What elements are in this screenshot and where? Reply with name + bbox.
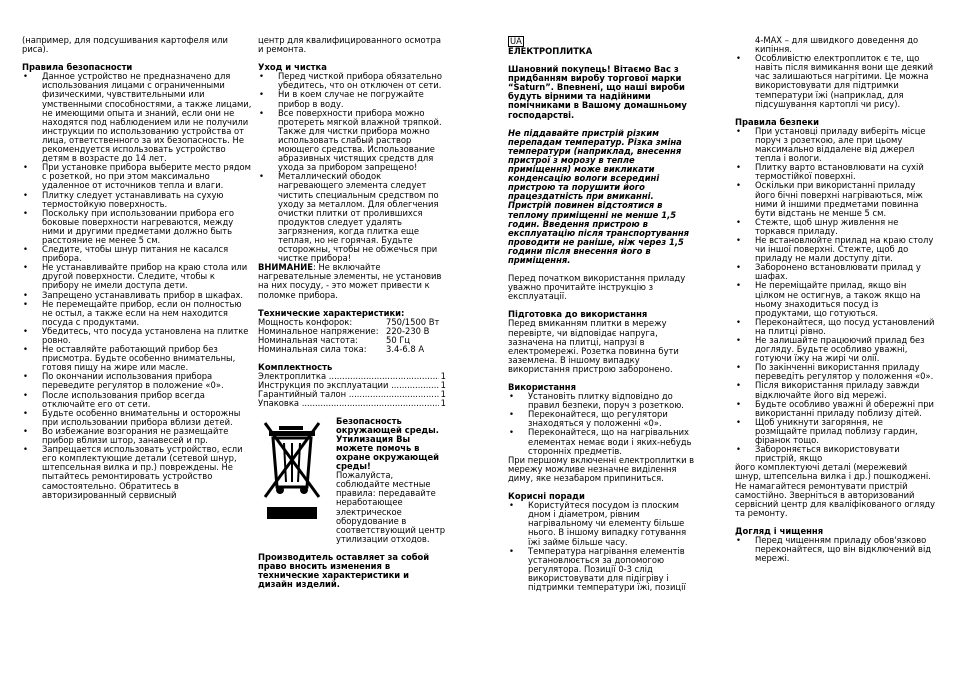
list-item: • По закінченні використання приладу переведіть регулятор у положення «0». <box>735 363 935 381</box>
first-use-text: При першому включенні електроплитки в мережу можливе незначне виділення диму, яке незабаром припиниться. <box>508 454 695 483</box>
continued-text: центр для квалифицированного осмотра и ремонта. <box>258 35 441 55</box>
recycling-heading: Безопасность окружающей среды. Утилизация Вы можете помочь в охране окружающей среды! <box>336 415 440 472</box>
column-ua-1 <box>508 36 696 592</box>
list-item: • Следите, чтобы шнур питания не касался прибора. <box>22 245 252 263</box>
list-item: • Особливістю електроплиток є те, що навіть після вимикання вони ще деякий час залишаються нагрітими. Це можна використовувати для підтримки температури їжі (наприклад, для підсушування картоплі чи рису). <box>735 54 935 109</box>
list-item: • Стежте, щоб шнур живлення не торкався приладу. <box>735 218 935 236</box>
list-item: • Данное устройство не предназначено для использования лицами с ограниченными физическими, чувствительными или умственными способностями, а также лицами, не имеющими опыта и знаний, если они не находятся под наблюдением или не получили инструкции по использованию устройства от лица, ответственного за их безопасность. Не рекомендуется использовать устройство детям в возрасте до 14 лет. <box>22 72 252 163</box>
usage-list <box>508 392 696 456</box>
list-item: • Не встановлюйте прилад на краю столу чи іншої поверхні. Стежте, щоб до приладу не мали доступу діти. <box>735 236 935 263</box>
list-item: • Будьте особенно внимательны и осторожны при использовании прибора вблизи детей. <box>22 409 252 427</box>
attention-text: : Не включайте нагревательные элементы, не установив на них посуду, - это может привести к поломке прибора. <box>258 262 442 300</box>
preparation-heading: Підготовка до використання <box>508 309 648 320</box>
column-ru-2 <box>258 36 446 589</box>
safety-heading: Правила безопасности <box>22 62 133 73</box>
package-row <box>258 372 446 381</box>
spec-name: Номинальная сила тока: <box>258 344 367 354</box>
package-count: 1 <box>440 371 446 382</box>
safety-heading-ua: Правила безпеки <box>735 116 819 127</box>
column-ua-2 <box>735 36 935 563</box>
package-list <box>258 372 446 408</box>
list-item: • По окончании использования прибора переведите регулятор в положение «0». <box>22 372 252 390</box>
safety-list <box>22 72 252 499</box>
recycling-text <box>336 417 446 544</box>
package-item: Упаковка ..... <box>258 399 439 408</box>
spec-value: 220-230 В <box>386 325 430 336</box>
list-item: • Переконайтеся, що регулятори знаходяться у положенні «0». <box>508 410 696 428</box>
list-item: • Запрещается использовать устройство, если его комплектующие детали (сетевой шнур, штепсельная вилка и пр.) повреждены. Не пытайтесь ремонтировать устройство самостоятельно. Обратитесь в авторизированный сервисный <box>22 445 252 500</box>
spec-name: Номинальное напряжение: <box>258 325 379 336</box>
list-item: • Не переміщайте прилад, якщо він цілком не остигнув, а також якщо на ньому знаходиться посуд із продуктами, що готуються. <box>735 281 935 317</box>
list-item: • При установці приладу виберіть місце поруч з розеткою, але при цьому максимально віддалене від джерел тепла і вологи. <box>735 127 935 163</box>
list-item: • Заборонено встановлювати прилад у шафах. <box>735 263 935 281</box>
attention-label: ВНИМАНИЕ <box>258 262 313 273</box>
spec-row <box>258 345 446 354</box>
tips-heading: Корисні поради <box>508 491 585 502</box>
package-count: 1 <box>440 380 446 391</box>
list-item: • Убедитесь, что посуда установлена на плитке ровно. <box>22 327 252 345</box>
tips-list-continued <box>735 54 935 109</box>
temperature-warning: Не піддавайте пристрій різким перепадам температур. Різка зміна температури (наприклад, внесення пристрої з морозу в тепле приміщення) може викликати конденсацію вологи всередині пристрою та порушити його працездатність при вмиканні. Пристрій повинен відстоятися в теплому приміщенні не менше 1,5 годин. Введення пристрою в експлуатацію після транспортування проводити не раніше, ніж через 1,5 години після внесення його в приміщення. <box>508 127 690 265</box>
preparation-text: Перед вмиканням плитки в мережу перевірте, чи відповідає напруга, зазначена на плитці, напрузі в електромережі. Розетка повинна бути заземлена. В іншому випадку використання пристрою заборонено. <box>508 318 679 374</box>
tips-list <box>508 501 696 592</box>
package-item: Инструкция по эксплуатации ..... <box>258 381 439 390</box>
care-list <box>258 72 446 263</box>
package-item: Гарантийный талон ..... <box>258 390 439 399</box>
list-item: • Запрещено устанавливать прибор в шкафах. <box>22 291 252 300</box>
list-item: • Поскольку при использовании прибора его боковые поверхности нагреваются, между ними и другими предметами должно быть расстояние не менее 5 см. <box>22 209 252 245</box>
recycling-block <box>258 417 446 544</box>
list-item: • Не устанавливайте прибор на краю стола или другой поверхности. Следите, чтобы к прибору не имели доступа дети. <box>22 263 252 290</box>
list-item: • Користуйтеся посудом із плоским дном і діаметром, рівним нагрівальному чи елементу більше нього. В іншому випадку готування їжі займе більше часу. <box>508 501 696 546</box>
intro-text: (например, для подсушивания картофеля или риса). <box>22 35 228 55</box>
list-item: • Після використання приладу завжди відключайте його від мережі. <box>735 381 935 399</box>
usage-heading: Використання <box>508 382 576 392</box>
package-item: Электроплитка ..... <box>258 372 439 381</box>
list-item: • Не залишайте працюючий прилад без догляду. Будьте особливо уважні, готуючи їжу на жирі чи олії. <box>735 336 935 363</box>
spec-value: 750/1500 Вт <box>386 316 440 327</box>
spec-value: 3.4-6.8 А <box>386 344 425 354</box>
list-item: • Оскільки при використанні приладу його бічні поверхні нагріваються, між ними й іншими предметами повинна бути відстань не менше 5 см. <box>735 181 935 217</box>
list-item: • Будьте особливо уважні й обережні при використанні приладу поблизу дітей. <box>735 400 935 418</box>
recycling-body: Пожалуйста, соблюдайте местные правила: передавайте неработающее электрическое оборудование в соответствующий центр утилизации отходов. <box>336 470 446 544</box>
before-use-text: Перед початком використання приладу уважно прочитайте інструкцію з експлуатації. <box>508 273 686 302</box>
package-heading: Комплектность <box>258 362 333 373</box>
page-title: ЕЛЕКТРОПЛИТКА <box>508 46 593 56</box>
language-code: UA <box>510 36 522 46</box>
spec-value: 50 Гц <box>386 334 411 345</box>
list-item: • Перед чисткой прибора обязательно убедитесь, что он отключен от сети. <box>258 72 446 90</box>
package-row <box>258 399 446 408</box>
package-row <box>258 381 446 390</box>
list-item: • Щоб уникнути загоряння, не розміщайте прилад поблизу гардин, фіранок тощо. <box>735 418 935 445</box>
greeting-text: Шановний покупець! Вітаємо Вас з придбанням виробу торгової марки “Saturn”. Впевнені, що наші вироби будуть вірними та надійними помічниками в Вашому домашньому господарстві. <box>508 64 687 120</box>
damage-text: його комплектуючі деталі (мережевий шнур, штепсельна вилка і др.) пошкоджені. Не намагайтеся ремонтувати пристрій самостійно. Зверніться в авторизований сервісний центр для кваліфікованого огляду та ремонту. <box>735 462 935 518</box>
list-item: • При установке прибора выберите место рядом с розеткой, но при этом максимально удаленное от источников тепла и влаги. <box>22 163 252 190</box>
list-item: • Ни в коем случае не погружайте прибор в воду. <box>258 90 446 108</box>
list-item: • Переконайтеся, що посуд установлений на плитці рівно. <box>735 318 935 336</box>
manufacturer-note: Производитель оставляет за собой право вносить изменения в технические характеристики и дизайн изделий. <box>258 551 430 590</box>
list-item: • Установіть плитку відповідно до правил безпеки, поруч з розеткою. <box>508 392 696 410</box>
package-count: 1 <box>440 389 446 400</box>
crossed-bin-icon <box>258 417 336 544</box>
care-heading: Уход и чистка <box>258 62 327 73</box>
list-item: • Не перемещайте прибор, если он полностью не остыл, а также если на нем находится посуда с продуктами. <box>22 300 252 327</box>
specs-heading: Технические характеристики: <box>258 307 405 318</box>
list-item: • Плитку следует устанавливать на сухую термостойкую поверхность. <box>22 191 252 209</box>
list-item: • Переконайтеся, що на нагрівальних елементах немає води і яких-небудь сторонніх предметів. <box>508 428 696 455</box>
spec-name: Мощность конфорок: <box>258 316 353 327</box>
list-item: • Во избежание возгорания не размещайте прибор вблизи штор, занавесей и пр. <box>22 427 252 445</box>
spec-name: Номинальная частота: <box>258 334 358 345</box>
care-list-ua <box>735 536 935 563</box>
tips-continued: 4-MAX – для швидкого доведення до кипіння. <box>755 35 919 55</box>
list-item: • Температура нагрівання елементів установлюється за допомогою регулятора. Позиції 0-3 слід використовувати для підігріву і підтримки температури їжі, позиції <box>508 547 696 592</box>
package-count: 1 <box>440 398 446 409</box>
list-item: • После использования прибор всегда отключайте его от сети. <box>22 391 252 409</box>
attention-note <box>258 263 446 299</box>
list-item: • Металлический ободок нагревающего элемента следует чистить специальным средством по уходу за металлом. Для облегчения очистки плитки от пролившихся продуктов следует удалять загрязнения, когда плитка еще теплая, но не горячая. Будьте осторожны, чтобы не обжечься при чистке прибора! <box>258 172 446 263</box>
safety-list-ua <box>735 127 935 463</box>
list-item: • Забороняється використовувати пристрій, якщо <box>735 445 935 463</box>
list-item: • Плитку варто встановлювати на сухій термостійкої поверхні. <box>735 163 935 181</box>
list-item: • Перед чищенням приладу обов'язково переконайтеся, що він відключений від мережі. <box>735 536 935 563</box>
specs-table <box>258 318 446 354</box>
list-item: • Все поверхности прибора можно протереть мягкой влажной тряпкой. Также для чистки прибора можно использовать слабый раствор моющего средства. Использование абразивных чистящих средств для ухода за прибором запрещено! <box>258 109 446 173</box>
column-ru-1 <box>22 36 252 500</box>
care-heading-ua: Догляд і чищення <box>735 525 824 536</box>
package-row <box>258 390 446 399</box>
list-item: • Не оставляйте работающий прибор без присмотра. Будьте особенно внимательны, готовя пищу на жире или масле. <box>22 345 252 372</box>
